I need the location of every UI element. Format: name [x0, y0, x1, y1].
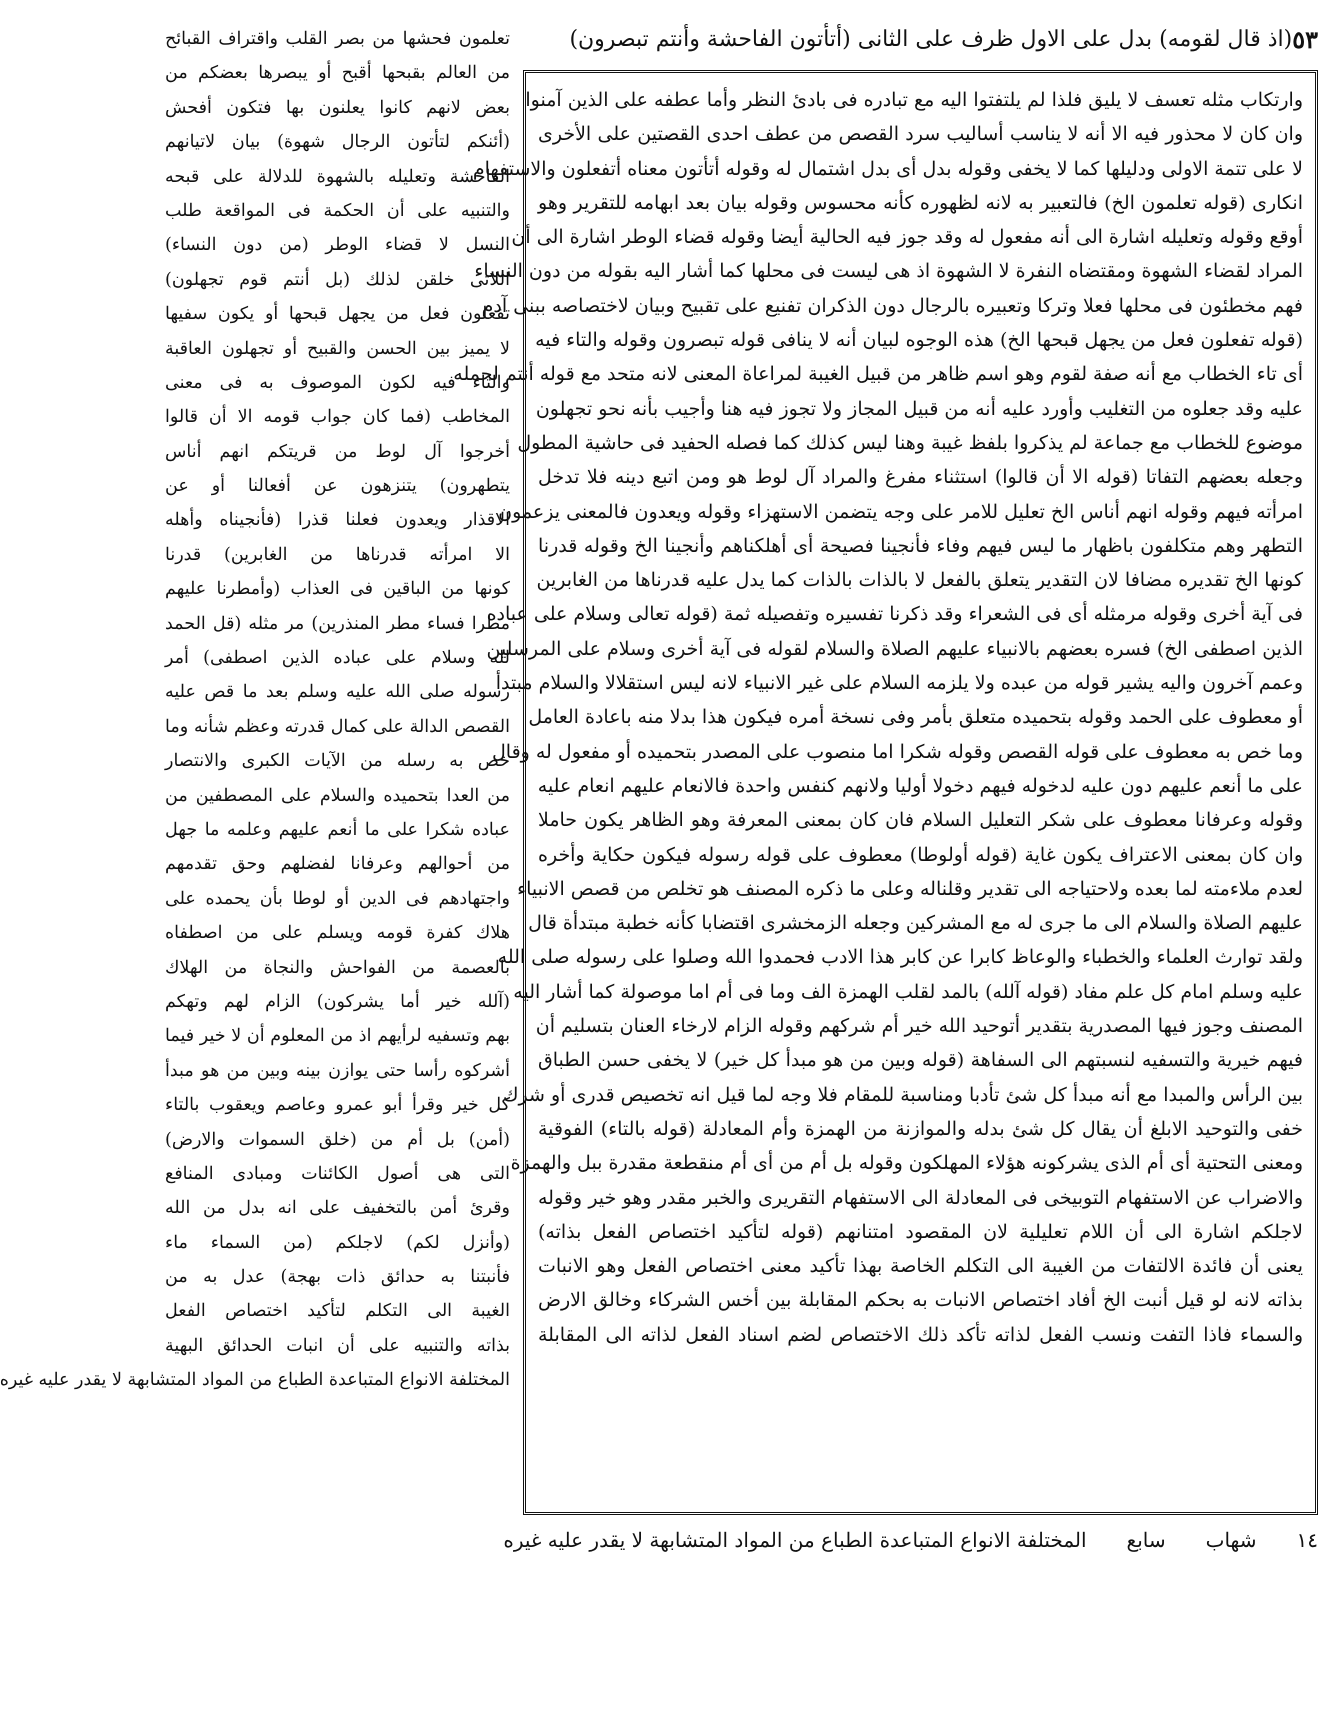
margin-text-line: كونها من الباقين فى العذاب (وأمطرنا عليهم [165, 579, 510, 600]
signature-word-2: سابع [1126, 1528, 1166, 1552]
margin-text-line: بهم وتسفيه لرأيهم اذ من المعلوم أن لا خير فيما [165, 1026, 510, 1047]
main-text-line: وجعله بعضهم التفاتا (قوله الا أن قالوا) استثناء مفرغ والمراد آل لوط هو ومن اتبع دينه فلا تدخل [538, 466, 1303, 489]
page-number: ٥٣ [1292, 25, 1318, 54]
margin-text-line: (أمن) بل أم من (خلق السموات والارض) [165, 1129, 510, 1150]
margin-text-line: (وأنزل لكم) لاجلكم (من السماء ماء [165, 1232, 510, 1253]
signature-number: ١٤ [1296, 1528, 1318, 1552]
main-text-line: خفى والتوحيد الابلغ أن يقال كل شئ بدله والموازنة من الهمزة وأم المعادلة (قوله بالتاء) الفوقية [538, 1117, 1303, 1140]
margin-text-line: المخاطب (فما كان جواب قومه الا أن قالوا [165, 407, 510, 428]
main-text-line: وقوله وعرفانا معطوف على شكر التعليل السلام فان كان بمعنى المعرفة وهو الظاهر يكون حاملا [538, 809, 1303, 832]
main-text-line: أى تاء الخطاب مع أنه صفة لقوم وهو اسم ظاهر من قبيل الغيبة لمراعاة المعنى لانه متحد مع قوله أنتم لحمله [453, 363, 1303, 386]
main-text-line: لعدم ملاءمته لما بعده ولاحتياجه الى تقدير وقلناله وعلى ما ذكره المصنف هو تخلص من قصص الانبياء [517, 877, 1303, 900]
margin-text-line: تفعلون فعل من يجهل قبحها أو يكون سفيها [165, 304, 510, 325]
margin-text-line: تعلمون فحشها من بصر القلب واقتراف القبائح [165, 29, 510, 49]
margin-text-line: هلاك كفرة قومه ويسلم على من اصطفاه [165, 923, 510, 944]
main-text-line: الذين اصطفى الخ) فسره بعضهم بالانبياء عليهم الصلاة والسلام لقوله فى آية أخرى وسلام على المرسلين [486, 637, 1303, 660]
main-text-line: المصنف وجوز فيها المصدرية بتقدير أتوحيد الله خير أم شركهم وقوله الزام لارخاء العنان بتسليم أن [535, 1015, 1303, 1038]
main-text-line: يعنى أن فائدة الالتفات من الغيبة الى التكلم الخاصة بهذا تأكيد معنى اختصاص الفعل وهو الانبات [538, 1255, 1303, 1278]
main-text-line: لاجلكم اشارة الى أن اللام تعليلية لان المقصود امتنانهم (قوله لتأكيد اختصاص الفعل بذاته) [538, 1220, 1303, 1243]
margin-text-line: أخرجوا آل لوط من قريتكم انهم أناس [165, 441, 510, 462]
page-header [518, 18, 1318, 62]
main-text-line: المراد لقضاء الشهوة ومقتضاه النفرة لا الشهوة اذ هى ليست فى محلها كما أشار اليه بقوله من دون النساء [474, 260, 1303, 283]
main-text-line: امرأته فيهم وقوله انهم أناس الخ تعليل للامر على وجه يتضمن الاستهزاء وقوله ويعدون فالمعنى يزعمون [498, 500, 1303, 523]
margin-text-line: يتطهرون) يتنزهون عن أفعالنا أو عن [165, 476, 510, 497]
main-text-line: ومعنى التحتية أى أم الذى يشركونه هؤلاء المهلكون وقوله بل أم من أى أم منقطعة مقدرة ببل والهمزة [510, 1152, 1303, 1175]
margin-text-line: من العالم بقبحها أقبح أو يبصرها بعضكم من [165, 63, 510, 84]
main-text-line: عليه وسلم امام كل علم مفاد (قوله آلله) بالمد لقلب الهمزة الف وما فى أم اما موصولة كما أشار اليه [513, 980, 1303, 1003]
margin-text-line: والتنبيه على أن الحكمة فى المواقعة طلب [165, 200, 510, 221]
main-text-line: عليه وقد جعلوه من التغليب وأورد عليه أنه من قبيل المجاز ولا تجوز فيه هنا وأجيب بأنه نحو تجهلون [535, 397, 1303, 420]
main-text-column [453, 83, 1303, 1502]
margin-text-line: فأنبتنا به حدائق ذات بهجة) عدل به من [165, 1267, 510, 1288]
catchword: المختلفة الانواع المتباعدة الطباع من المواد المتشابهة لا يقدر عليه غيره [503, 1528, 1087, 1552]
main-text-line: فيهم خيرية والتسفيه لنسبتهم الى السفاهة (قوله وبين من هو مبدأ كل خير) لا يخفى حسن الطباق [538, 1049, 1303, 1072]
main-text-line: والاضراب عن الاستفهام التوبيخى فى المعادلة الى الاستفهام التقريرى والخبر مقدر وهو خير وقوله [538, 1186, 1303, 1209]
main-text-line: عليهم الصلاة والسلام الى ما جرى له مع المشركين وجعله الزمخشرى اقتضابا كأنه خطبة مبتدأة قال [528, 912, 1303, 935]
running-header: (اذ قال لقومه) بدل على الاول ظرف على الثانى (أتأتون الفاحشة وأنتم تبصرون) [569, 27, 1293, 52]
main-text-line: وان كان بمعنى الاعتراف يكون غاية (قوله أولوطا) معطوف على قوله رسوله فيكون حكاية وأخره [538, 843, 1303, 866]
main-text-line: كونها الخ تقديره مضافا لان التقدير يتعلق بالفعل لا بالذات بالذات كما يدل عليه قدرناها من الغابرين [536, 569, 1303, 592]
margin-text-line: عباده شكرا على ما أنعم عليهم وعلمه ما جهل [165, 819, 510, 840]
margin-text-line: اللاتى خلقن لذلك (بل أنتم قوم تجهلون) [165, 269, 510, 290]
margin-text-line: لله وسلام على عباده الذين اصطفى) أمر [165, 648, 510, 669]
margin-text-line: (آلله خير أما يشركون) الزام لهم وتهكم [165, 991, 510, 1012]
main-text-line: موضوع للخطاب مع جماعة لم يذكروا بلفظ غيبة وهنا ليس كذلك كما فصله الحفيد فى حاشية المطول [517, 431, 1303, 454]
margin-text-line: القصص الدالة على كمال قدرته وعظم شأنه وما [165, 716, 510, 737]
margin-text-line: مطرا فساء مطر المنذرين) مر مثله (قل الحمد [165, 613, 510, 634]
margin-text-line: كل خير وقرأ أبو عمرو وعاصم ويعقوب بالتاء [165, 1095, 510, 1116]
main-text-line: فى آية أخرى وقوله مرمثله أى فى الشعراء وقد ذكرنا تفسيره وتفصيله ثمة (قوله تعالى وسلام على عباده [486, 603, 1303, 626]
main-text-line: وان كان لا محذور فيه الا أنه لا يناسب أساليب سرد القصص من عطف احدى القصتين على الأخرى [538, 123, 1303, 146]
margin-text-line: النسل لا قضاء الوطر (من دون النساء) [165, 235, 510, 256]
main-text-line: بذاته لانه لو قيل أنبت الخ أفاد اختصاص الانبات به بحكم المقابلة بين أخس الشركاء وخالق الارض [538, 1289, 1303, 1312]
margin-text-line: من أحوالهم وعرفانا لفضلهم وحق تقدمهم [165, 854, 510, 875]
main-text-line: وما خص به معطوف على قوله القصص وقوله شكرا اما منصوب على المصدر بتحميده أو مفعول له وقال [491, 740, 1303, 763]
main-text-line: والسماء فاذا التفت ونسب الفعل لذاته تأكد ذلك الاختصاص لضم اسناد الفعل لذاته الى المقابلة [538, 1323, 1303, 1346]
main-text-line: بين الرأس والمبدا مع أنه مبدأ كل شئ تأدبا ومناسبة للمقام فلا وجه لما قيل انه تخصيص قدرى أو شرك [502, 1083, 1303, 1106]
margin-text-line: من العدا بتحميده والسلام على المصطفين من [165, 785, 510, 806]
margin-text-column [0, 22, 510, 1562]
margin-text-line: لا يميز بين الحسن والقبيح أو تجهلون العاقبة [165, 338, 510, 359]
margin-text-line: التى هى أصول الكائنات ومبادى المنافع [165, 1163, 510, 1184]
margin-text-line: الفاحشة وتعليله بالشهوة للدلالة على قبحه [165, 166, 510, 187]
main-text-line: وعمم آخرون واليه يشير قوله من عبده ولا يلزمه السلام على غير الانبياء لانه ليس استقلالا والسلام مبتدأ [495, 672, 1303, 695]
margin-text-line: والتاء فيه لكون الموصوف به فى معنى [165, 372, 510, 393]
margin-text-line: وقرئ أمن بالتخفيف على انه بدل من الله [165, 1198, 510, 1219]
main-text-line: ولقد توارث العلماء والخطباء والوعاظ كابرا عن كابر هذا الادب فحمدوا الله وصلوا على رسوله صلى الله [497, 946, 1303, 969]
main-commentary-box [453, 70, 1318, 1515]
main-text-line: وارتكاب مثله تعسف لا يليق فلذا لم يلتفتوا اليه مع تبادره فى بادئ النظر وأما عطفه على الذين آمنوا [525, 89, 1303, 111]
margin-text-line: المختلفة الانواع المتباعدة الطباع من المواد المتشابهة لا يقدر عليه غيره [0, 1370, 510, 1391]
margin-text-line: واجتهادهم فى الدين أو لوطا بأن يحمده على [165, 888, 510, 909]
margin-text-line: (أئنكم لتأتون الرجال شهوة) بيان لاتيانهم [165, 132, 510, 153]
margin-text-line: بالعصمة من الفواحش والنجاة من الهلاك [165, 957, 510, 978]
page-footer [503, 1520, 1318, 1560]
main-text-line: فهم مخطئون فى محلها فعلا وتركا وتعبيره بالرجال دون الذكران تفنيع على تقبيح وبيان لاختصاصه ببنى آدم [481, 294, 1303, 317]
margin-text-line: بعض لانهم كانوا يعلنون بها فتكون أفحش [165, 97, 510, 118]
main-text-line: انكارى (قوله تعلمون الخ) فالتعبير به لانه لظهوره كأنه محسوس وقوله بيان بعد ابهامه للتقرير وهو [538, 191, 1303, 214]
margin-text-line: خص به رسله من الآيات الكبرى والانتصار [165, 751, 510, 772]
main-text-line: على ما أنعم عليهم دون عليه لدخوله فيهم دخولا أوليا ولانهم كنفس واحدة فالانعام عليهم انعام عليه [537, 774, 1303, 797]
main-text-line: أوقع وقوله وتعليله اشارة الى أنه مفعول له وقد جوز فيه الحالية أيضا وقوله قضاء الوطر اشارة الى أن [511, 226, 1303, 249]
signature-word-1: شهاب [1205, 1528, 1257, 1552]
margin-text-line: رسوله صلى الله عليه وسلم بعد ما قص عليه [165, 682, 510, 703]
margin-text-line: الا امرأته قدرناها من الغابرين) قدرنا [165, 544, 510, 565]
margin-text-line: الاقذار ويعدون فعلنا قذرا (فأنجيناه وأهله [165, 510, 510, 531]
main-text-line: أو معطوف على الحمد وقوله بتحميده متعلق بأمر وفى نسخة أمره فيكون هذا بدلا منه باعادة العامل [528, 706, 1303, 729]
main-text-line: لا على تتمة الاولى ودليلها كما لا يخفى وقوله بدل أى بدل اشتمال له وقوله أتأتون معناه أتفعلون والاستفهام [472, 157, 1303, 180]
margin-text-line: الغيبة الى التكلم لتأكيد اختصاص الفعل [165, 1301, 510, 1322]
margin-text-line: أشركوه رأسا حتى يوازن بينه وبين من هو مبدأ [165, 1060, 510, 1081]
margin-text-line: بذاته والتنبيه على أن انبات الحدائق البهية [165, 1335, 510, 1356]
main-text-line: (قوله تفعلون فعل من يجهل قبحها الخ) هذه الوجوه لبيان أنه لا ينافى قوله تبصرون وقوله والتاء فيه [535, 329, 1303, 352]
main-text-line: التطهر وهم متكلفون باظهار ما ليس فيهم وفاء فأنجينا فصيحة أى أهلكناهم وأنجينا الخ وقوله قدرنا [538, 534, 1303, 557]
